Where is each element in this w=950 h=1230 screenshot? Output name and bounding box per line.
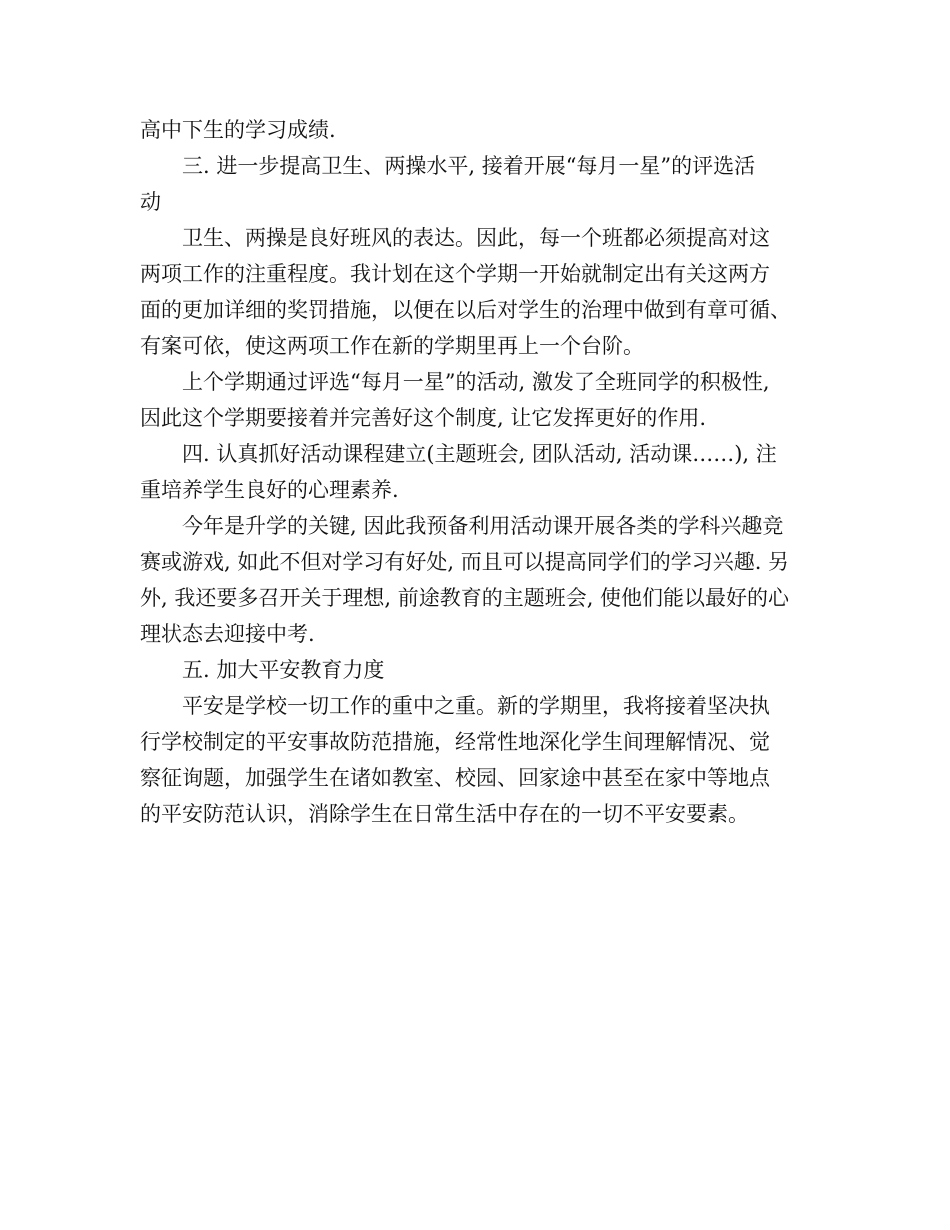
paragraph-line: 的平安防范认识，消除学生在日常生活中存在的一切不平安要素。 xyxy=(140,802,749,826)
paragraph-line: 理状态去迎接中考. xyxy=(140,622,315,646)
paragraph-line: 外, 我还要多召开关于理想, 前途教育的主题班会, 使他们能以最好的心 xyxy=(140,586,790,610)
paragraph-line: 有案可依，使这两项工作在新的学期里再上一个台阶。 xyxy=(140,334,644,358)
paragraph-line: 赛或游戏, 如此不但对学习有好处, 而且可以提高同学们的学习兴趣. 另 xyxy=(140,550,790,574)
paragraph-line: 平安是学校一切工作的重中之重。新的学期里，我将接着坚决执 xyxy=(182,694,770,718)
section-heading-four: 四. 认真抓好活动课程建立(主题班会, 团队活动, 活动课……), 注 xyxy=(182,442,777,466)
section-heading-three: 三. 进一步提高卫生、两操水平, 接着开展“每月一星”的评选活 xyxy=(182,154,756,178)
section-heading-three-continuation: 动 xyxy=(140,190,161,214)
paragraph-line: 因此这个学期要接着并完善好这个制度, 让它发挥更好的作用. xyxy=(140,406,707,430)
section-heading-four-continuation: 重培养学生良好的心理素养. xyxy=(140,478,399,502)
document-body xyxy=(140,112,830,832)
paragraph-line: 今年是升学的关键, 因此我预备利用活动课开展各类的学科兴趣竞 xyxy=(182,514,784,538)
paragraph-line: 行学校制定的平安事故防范措施，经常性地深化学生间理解情况、觉 xyxy=(140,730,770,754)
paragraph-line: 面的更加详细的奖罚措施，以便在以后对学生的治理中做到有章可循、 xyxy=(140,298,791,322)
paragraph-line: 卫生、两操是良好班风的表达。因此，每一个班都必须提高对这 xyxy=(182,226,770,250)
paragraph-continuation-line: 高中下生的学习成绩. xyxy=(140,118,336,142)
paragraph-line: 察征询题，加强学生在诸如教室、校园、回家途中甚至在家中等地点 xyxy=(140,766,770,790)
paragraph-line: 上个学期通过评选“每月一星”的活动, 激发了全班同学的积极性, xyxy=(182,370,770,394)
paragraph-line: 两项工作的注重程度。我计划在这个学期一开始就制定出有关这两方 xyxy=(140,262,770,286)
section-heading-five: 五. 加大平安教育力度 xyxy=(182,658,385,682)
